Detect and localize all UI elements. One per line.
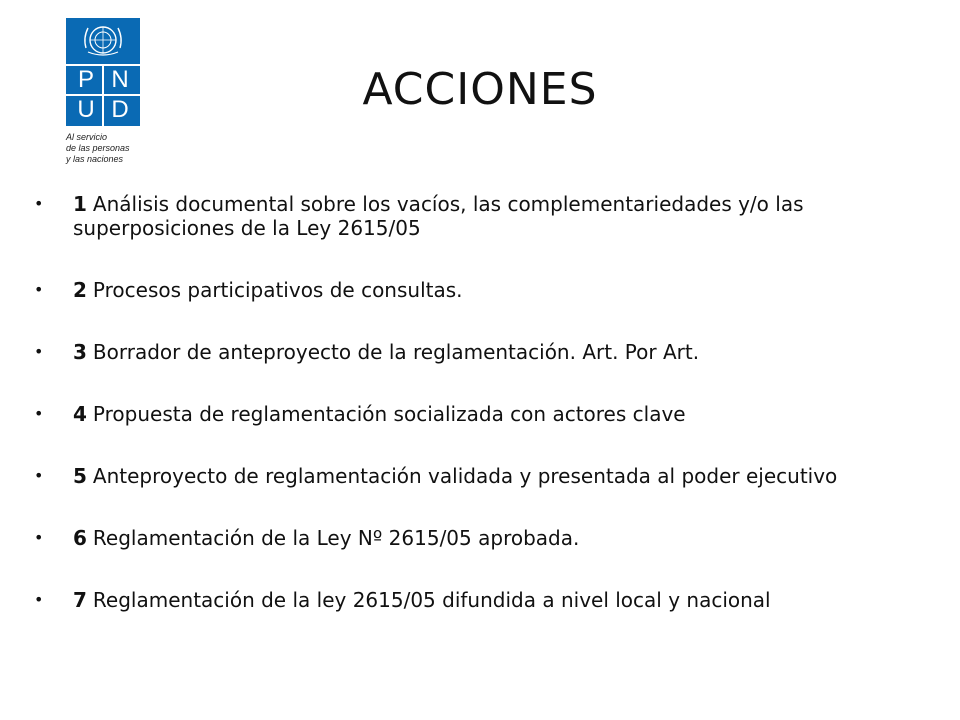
list-item [34, 402, 934, 464]
bullet-icon: • [34, 404, 44, 423]
logo-letter: P [77, 66, 94, 93]
logo-letter: U [77, 96, 95, 123]
actions-list [34, 192, 934, 612]
bullet-icon: • [34, 590, 44, 609]
list-item [34, 588, 934, 612]
item-number: 3 [73, 340, 87, 364]
item-number: 1 [73, 192, 87, 216]
bullet-icon: • [34, 280, 44, 299]
tagline-line: y las naciones [66, 154, 124, 164]
logo-letter: N [111, 66, 129, 93]
slide-title: ACCIONES [362, 64, 598, 115]
item-text: Anteproyecto de reglamentación validada y presentada al poder ejecutivo [92, 464, 838, 488]
item-number: 2 [73, 278, 87, 302]
list-item [34, 278, 934, 340]
bullet-icon: • [34, 342, 44, 361]
bullet-icon: • [34, 466, 44, 485]
item-text: Análisis documental sobre los vacíos, las complementariedades y/o las superposiciones de la Ley 2615/05 [73, 192, 804, 240]
logo-tagline [66, 132, 156, 165]
bullet-icon: • [34, 528, 44, 547]
list-item [34, 340, 934, 402]
un-emblem-icon [66, 18, 140, 62]
item-text: Procesos participativos de consultas. [92, 278, 463, 302]
item-number: 6 [73, 526, 87, 550]
item-number: 4 [73, 402, 87, 426]
item-text: Reglamentación de la Ley Nº 2615/05 aprobada. [92, 526, 580, 550]
tagline-line: de las personas [66, 143, 130, 153]
list-item [34, 464, 934, 526]
list-item [34, 526, 934, 588]
list-item [34, 192, 934, 278]
item-text: Borrador de anteproyecto de la reglamentación. Art. Por Art. [92, 340, 700, 364]
bullet-icon: • [34, 194, 44, 213]
item-number: 5 [73, 464, 87, 488]
tagline-line: Al servicio [66, 132, 108, 142]
item-text: Propuesta de reglamentación socializada con actores clave [92, 402, 686, 426]
item-text: Reglamentación de la ley 2615/05 difundida a nivel local y nacional [92, 588, 771, 612]
item-number: 7 [73, 588, 87, 612]
logo-letter: D [111, 96, 129, 123]
